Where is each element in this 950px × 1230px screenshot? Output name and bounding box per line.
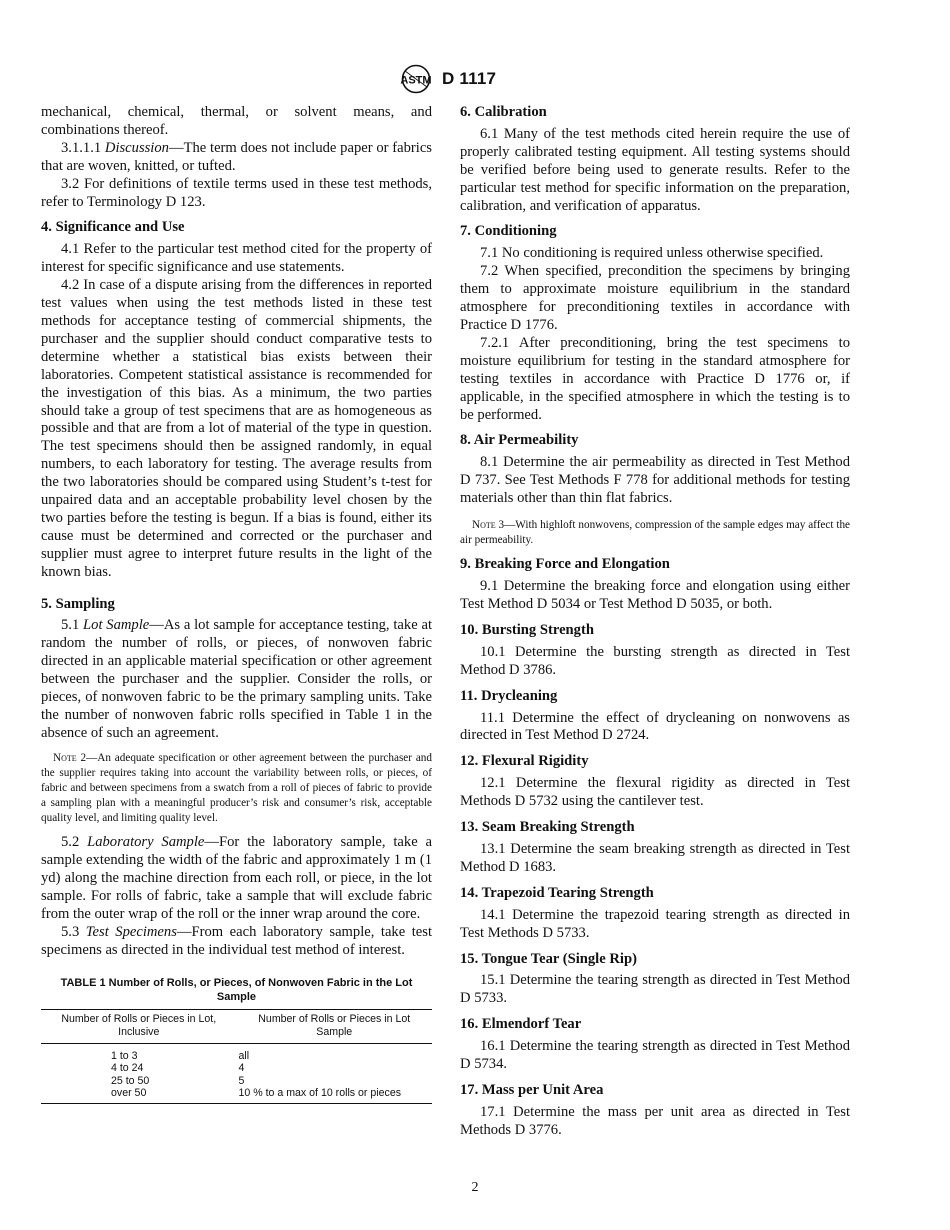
section-17-heading: 17. Mass per Unit Area xyxy=(460,1081,604,1098)
table-cell: 4 to 24 xyxy=(111,1062,144,1075)
section-13-heading: 13. Seam Breaking Strength xyxy=(460,819,635,836)
section-4-heading: 4. Significance and Use xyxy=(41,219,185,236)
paragraph-12-1: 12.1 Determine the flexural rigidity as directed in Test Methods D 5732 using the cantilever test. xyxy=(460,775,850,810)
paragraph-continuation: mechanical, chemical, thermal, or solvent means, and combinations thereof. xyxy=(41,104,432,138)
table-1-col2-header: Number of Rolls or Pieces in Lot Sample xyxy=(237,1009,433,1043)
section-6-heading: 6. Calibration xyxy=(460,104,547,120)
table-cell: 5 xyxy=(238,1074,245,1087)
table-cell: over 50 xyxy=(41,1087,237,1103)
svg-text:ASTM: ASTM xyxy=(400,74,432,87)
astm-logo-icon xyxy=(396,64,436,94)
table-row xyxy=(41,1062,432,1075)
section-7-heading: 7. Conditioning xyxy=(460,223,557,240)
section-15-heading: 15. Tongue Tear (Single Rip) xyxy=(460,950,637,967)
table-1-title: TABLE 1 Number of Rolls, or Pieces, of Nonwoven Fabric in the Lot Sample xyxy=(60,976,413,1003)
section-14-heading: 14. Trapezoid Tearing Strength xyxy=(460,884,654,901)
paragraph-13-1: 13.1 Determine the seam breaking strength as directed in Test Method D 1683. xyxy=(460,841,850,875)
section-9-heading: 9. Breaking Force and Elongation xyxy=(460,556,670,573)
paragraph-9-1: 9.1 Determine the breaking force and elongation using either Test Method D 5034 or Test Method D 5035, or both. xyxy=(460,578,850,613)
paragraph-14-1: 14.1 Determine the trapezoid tearing strength as directed in Test Methods D 5733. xyxy=(460,906,850,941)
paragraph-7-2: 7.2 When specified, precondition the specimens by bringing them to approximate moisture equilibrium in the standard atmosphere for preconditioning textiles in accordance with Practice D 1776. xyxy=(460,263,850,333)
paragraph-4-2: 4.2 In case of a dispute arising from the differences in reported test values when using the test methods listed in these test methods for acceptance testing of commercial shipments, the purchaser and the supplier should conduct comparative tests to determine whether a statistical bias exists between their laboratories. Competent statistical assistance is recommended for the investigation of this bias. As a minimum, the two parties should take a group of test specimens that are as homogeneous as possible and that are from a lot of material of the type in question. The test specimens should then be assigned randomly, in equal numbers, to each laboratory for testing. The average results from the two laboratories should be compared using Student’s t-test for unpaired data and an acceptable probability level chosen by the two parties before the testing is begun. If a bias is found, either its cause must be determined and corrected or the purchaser and supplier must agree to interpret future results in the light of the known bias. xyxy=(41,277,432,580)
paragraph-6-1: 6.1 Many of the test methods cited herein require the use of properly calibrated testing equipment. All testing systems should be verified before being used to generate results. Refer to the particular test method for specific information on the preparation, calibration, and verification of apparatus. xyxy=(460,125,850,214)
paragraph-15-1: 15.1 Determine the tearing strength as directed in Test Method D 5733. xyxy=(460,972,850,1007)
table-cell: 4 xyxy=(238,1062,245,1075)
paragraph-17-1: 17.1 Determine the mass per unit area as directed in Test Methods D 3776. xyxy=(460,1103,850,1138)
table-cell: 1 to 3 xyxy=(111,1049,138,1062)
table-row xyxy=(41,1075,432,1088)
table-row xyxy=(41,1043,432,1062)
table-1-col1-header: Number of Rolls or Pieces in Lot, Inclusive xyxy=(41,1009,237,1043)
note-3: Note 3—With highloft nonwovens, compression of the sample edges may affect the air permeability. xyxy=(460,519,851,547)
paragraph-5-1: 5.1 Lot Sample—As a lot sample for acceptance testing, take at random the number of rolls, or pieces, of nonwoven fabric directed in an applicable material specification or other agreement between the purchaser and the supplier. Consider the rolls, or pieces, of nonwoven fabric to be the primary sampling units. Take the number of nonwoven fabric rolls specified in Table 1 in the absence of such an agreement. xyxy=(41,617,432,741)
section-10-heading: 10. Bursting Strength xyxy=(460,621,594,638)
paragraph-3-2: 3.2 For definitions of textile terms used in these test methods, refer to Terminology D 123. xyxy=(41,175,432,210)
table-cell: 25 to 50 xyxy=(111,1074,150,1087)
page-header xyxy=(0,64,950,94)
section-11-heading: 11. Drycleaning xyxy=(460,687,558,704)
paragraph-4-1: 4.1 Refer to the particular test method cited for the property of interest for specific significance and use statements. xyxy=(41,241,432,276)
table-cell: 10 % to a max of 10 rolls or pieces xyxy=(237,1087,433,1103)
section-12-heading: 12. Flexural Rigidity xyxy=(460,753,589,770)
table-row xyxy=(41,1087,432,1103)
section-8-heading: 8. Air Permeability xyxy=(460,432,579,449)
document-number: D 1117 xyxy=(442,69,497,88)
paragraph-10-1: 10.1 Determine the bursting strength as directed in Test Method D 3786. xyxy=(460,643,850,678)
paragraph-16-1: 16.1 Determine the tearing strength as directed in Test Method D 5734. xyxy=(460,1038,850,1073)
section-5-heading: 5. Sampling xyxy=(41,595,115,612)
left-column xyxy=(41,104,432,1104)
table-1 xyxy=(41,1009,432,1104)
section-16-heading: 16. Elmendorf Tear xyxy=(460,1016,582,1033)
paragraph-3-1-1-1: 3.1.1.1 Discussion—The term does not include paper or fabrics that are woven, knitted, or tufted. xyxy=(41,139,432,174)
table-cell: all xyxy=(238,1049,250,1062)
paragraph-11-1: 11.1 Determine the effect of drycleaning on nonwovens as directed in Test Method D 2724. xyxy=(460,709,850,744)
page-number: 2 xyxy=(471,1180,479,1195)
note-2: Note 2—An adequate specification or other agreement between the purchaser and the supplier requires taking into account the variability between rolls, or pieces, of fabric and between specimens from a swatch from a roll of pieces of fabric to provide a sampling plan with a meaningful producer’s risk and consumer’s risk, acceptable quality level, and limiting quality level. xyxy=(41,751,432,825)
paragraph-5-2: 5.2 Laboratory Sample—For the laboratory sample, take a sample extending the width of the fabric and approximately 1 m (1 yd) along the machine direction from each roll, or piece, in the lot sample. For rolls of fabric, take a sample that will exclude fabric from the outer wrap of the roll or the inner wrap around the core. xyxy=(41,834,432,922)
right-column xyxy=(460,104,850,1140)
paragraph-8-1: 8.1 Determine the air permeability as directed in Test Method D 737. See Test Methods F 778 for additional methods for testing materials other than thin flat fabrics. xyxy=(460,454,850,507)
paragraph-7-2-1: 7.2.1 After preconditioning, bring the test specimens to moisture equilibrium for testing in the standard atmosphere for testing textiles in accordance with Practice D 1776 or, if applicable, in the specified atmosphere in which the testing is to be performed. xyxy=(460,334,850,423)
paragraph-7-1: 7.1 No conditioning is required unless otherwise specified. xyxy=(480,245,824,262)
paragraph-5-3: 5.3 Test Specimens—From each laboratory sample, take test specimens as directed in the individual test method of interest. xyxy=(41,923,432,958)
